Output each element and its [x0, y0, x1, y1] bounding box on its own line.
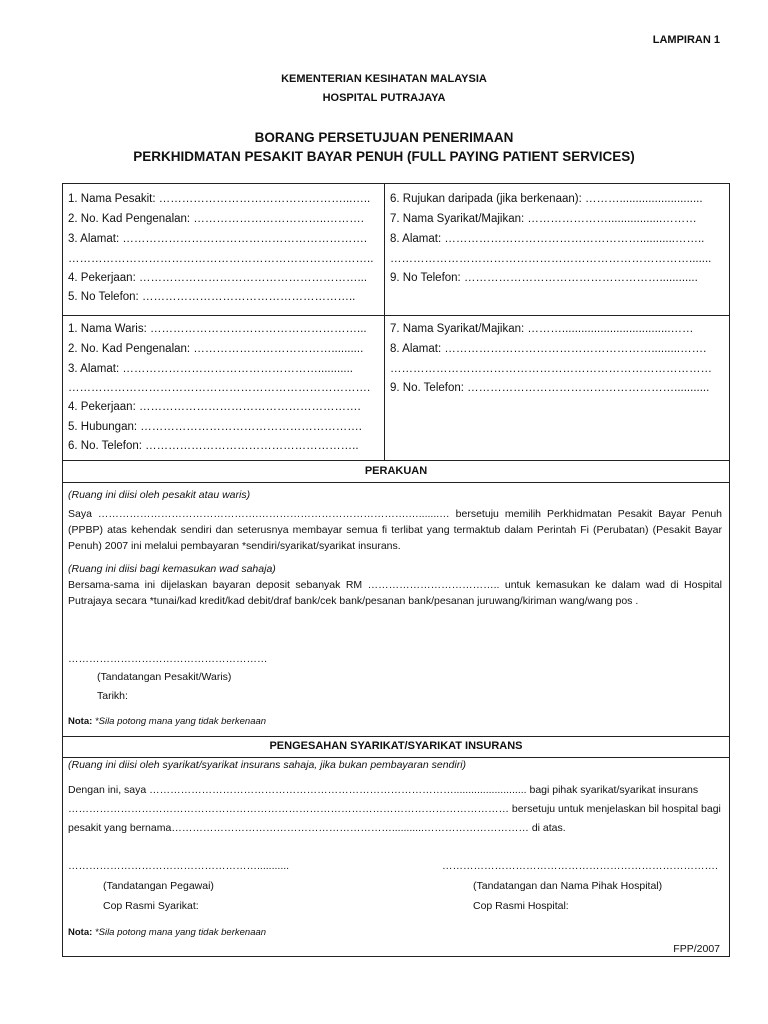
divider-declaration-heading: [62, 482, 730, 483]
guardian-occupation-field[interactable]: 4. Pekerjaan: ………………………………………………….: [68, 401, 361, 413]
hospital-name: HOSPITAL PUTRAJAYA: [322, 92, 446, 104]
patient-address-line2[interactable]: ……………………………………………………………………..: [68, 253, 374, 265]
referral-field[interactable]: 6. Rujukan daripada (jika berkenaan): ………..........................: [390, 193, 703, 205]
employer-address-field[interactable]: 8. Alamat: ……………………………………………...........……..: [390, 233, 705, 245]
guardian-ic-field[interactable]: 2. No. Kad Pengenalan: ………………………………..........: [68, 343, 364, 355]
officer-signature-line[interactable]: ………………………………………………...........: [68, 860, 290, 872]
ministry-name: KEMENTERIAN KESIHATAN MALAYSIA: [281, 73, 487, 85]
nota-label: Nota:: [68, 716, 93, 727]
insurance-note: (Ruang ini diisi oleh syarikat/syarikat insurans sahaja, jika bukan pembayaran sendiri): [68, 759, 467, 771]
form-code: FPP/2007: [673, 943, 720, 955]
patient-phone-field[interactable]: 5. No Telefon: ………………………………………………..: [68, 291, 356, 303]
column-divider: [384, 183, 385, 460]
guardian-employer-phone-field[interactable]: 9. No. Telefon: ………………………………………………...........: [390, 382, 710, 394]
guardian-relationship-field[interactable]: 5. Hubungan: ………………………………………………….: [68, 421, 362, 433]
deposit-paragraph[interactable]: Bersama-sama ini dijelaskan bayaran deposit sebanyak RM ……………………………….. untuk kemasukan ke dalam wad di Hospital Putrajaya secara *tunai/kad kredit/kad debit/draf bank/cek bank/pesanan bank/pesanan juruwang/kiriman wang/wang pos .: [68, 579, 722, 607]
company-stamp-label: Cop Rasmi Syarikat:: [103, 900, 199, 912]
annex-label: LAMPIRAN 1: [652, 34, 720, 46]
insurance-line-2[interactable]: ……………………………………………………………………………………………………………… bersetuju untuk menjelaskan bil hospital bagi: [68, 803, 721, 815]
insurance-line-1[interactable]: Dengan ini, saya ……………………………………………………………………………......................... bagi pihak syarikat/syarikat insurans: [68, 784, 699, 796]
nota-text: *Sila potong mana yang tidak berkenaan: [92, 927, 267, 938]
insurance-nota: [68, 927, 266, 938]
declaration-paragraph[interactable]: Saya ……………………………………….…………………………………….….......… bersetuju memilih Perkhidmatan Pesakit Bayar Penuh (PPBP) atas kehendak sendiri dan seterusnya membayar semua fi terlibat yang termaktub dalam Perintah Fi (Perubatan) (Pesakit Bayar Penuh) 2007 ini melalui pembayaran *sendiri/syarikat/syarikat insurans.: [68, 508, 722, 552]
patient-ic-field[interactable]: 2. No. Kad Pengenalan: ……………………………..……….: [68, 213, 364, 225]
declaration-nota: [68, 716, 266, 727]
guardian-address-line2[interactable]: …………………………………………………………………….: [68, 382, 371, 394]
date-label: Tarikh:: [97, 690, 128, 702]
ward-admission-note: (Ruang ini diisi bagi kemasukan wad sahaja): [68, 563, 276, 575]
guardian-employer-address-field[interactable]: 8. Alamat: ……………………………………………….........…….: [390, 343, 707, 355]
insurance-heading: PENGESAHAN SYARIKAT/SYARIKAT INSURANS: [269, 740, 523, 752]
form-title: BORANG PERSETUJUAN PENERIMAAN: [254, 130, 514, 145]
guardian-address-field[interactable]: 3. Alamat: ……………………………………………...........: [68, 363, 353, 375]
guardian-name-field[interactable]: 1. Nama Waris: ………………………………………………...: [68, 323, 367, 335]
patient-occupation-field[interactable]: 4. Pekerjaan: …………………………………………………...: [68, 272, 368, 284]
form-subtitle: PERKHIDMATAN PESAKIT BAYAR PENUH (FULL PAYING PATIENT SERVICES): [133, 149, 635, 164]
nota-label: Nota:: [68, 927, 93, 938]
employer-phone-field[interactable]: 9. No Telefon: ……………………………………………............: [390, 272, 698, 284]
employer-name-field[interactable]: 7. Nama Syarikat/Majikan: ………………….................………: [390, 213, 697, 225]
hospital-signature-label: (Tandatangan dan Nama Pihak Hospital): [473, 880, 663, 892]
guardian-employer-field[interactable]: 7. Nama Syarikat/Majikan: ………..................................……: [390, 323, 694, 335]
hospital-signature-line[interactable]: …………………………………………………………………….: [442, 860, 718, 872]
patient-signature-label: (Tandatangan Pesakit/Waris): [97, 671, 232, 683]
officer-signature-label: (Tandatangan Pegawai): [103, 880, 214, 892]
hospital-stamp-label: Cop Rasmi Hospital:: [473, 900, 569, 912]
divider-patient-guardian: [62, 315, 730, 316]
patient-address-field[interactable]: 3. Alamat: ……………………………………………………….: [68, 233, 368, 245]
guardian-phone-field[interactable]: 6. No. Telefon: ………………………………………………..: [68, 440, 359, 452]
nota-text: *Sila potong mana yang tidak berkenaan: [92, 716, 267, 727]
declaration-note: (Ruang ini diisi oleh pesakit atau waris): [68, 489, 251, 501]
divider-insurance-heading: [62, 757, 730, 758]
insurance-line-3[interactable]: pesakit yang bernama………………………………………………………...........………………………… di atas.: [68, 822, 566, 834]
patient-name-field[interactable]: 1. Nama Pesakit: …………………………………………...…..: [68, 193, 371, 205]
employer-address-line2[interactable]: …………………………………………………………………….......: [390, 253, 712, 265]
patient-signature-line[interactable]: …………………………………………………: [68, 653, 268, 665]
divider-insurance-top: [62, 736, 730, 737]
guardian-employer-address-line2[interactable]: …………………………………………………………………………: [390, 363, 712, 375]
divider-declaration-top: [62, 460, 730, 461]
declaration-heading: PERAKUAN: [364, 465, 428, 477]
